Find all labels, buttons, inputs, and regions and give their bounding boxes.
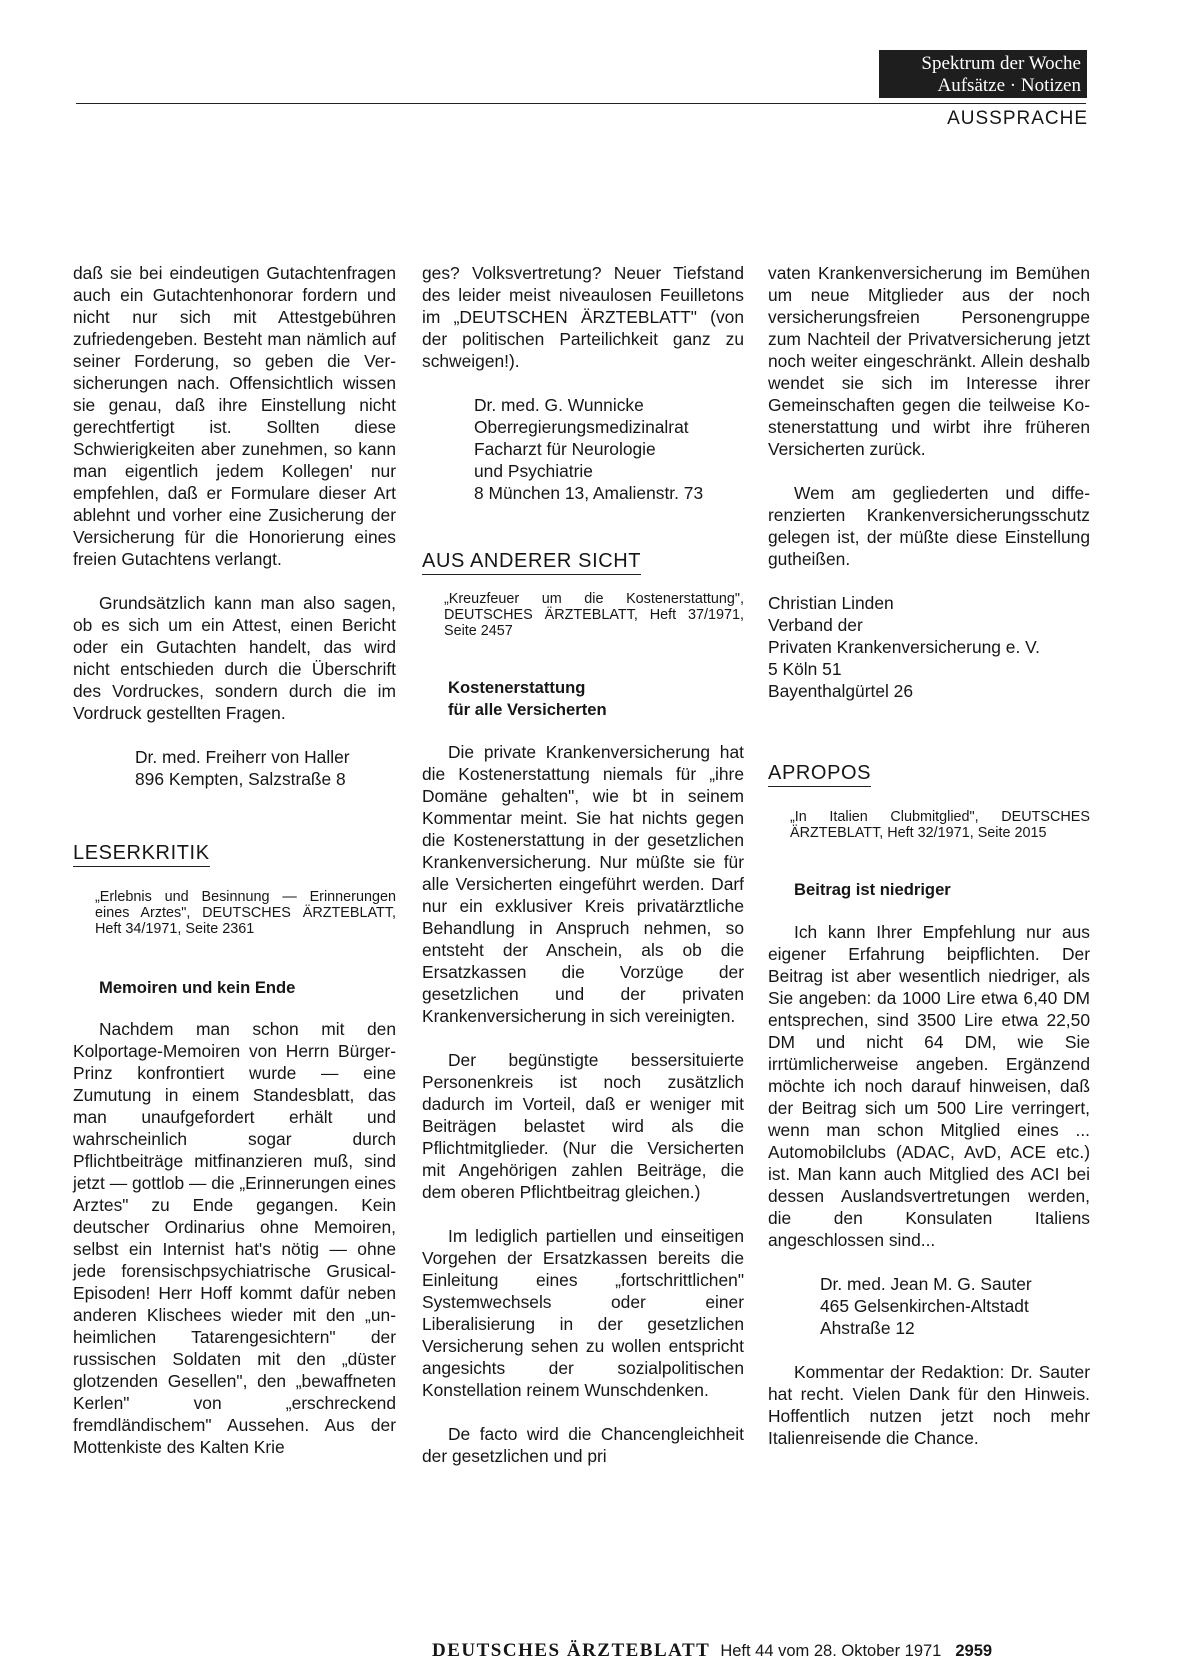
- signature-line: 896 Kempten, Salzstraße 8: [135, 769, 346, 789]
- signature-line: Verband der: [768, 615, 863, 635]
- section-tag: AUSSPRACHE: [947, 108, 1088, 129]
- paragraph: ges? Volksvertretung? Neuer Tiefstand des leider meist niveaulosen Feuilletons im „DEUTSCHEN ÄRZTEBLATT" (von der politischen Parteilichkeit ganz zu schweigen!).: [422, 263, 744, 371]
- paragraph: Der begünstigte bessersituierte Personenkreis ist noch zusätzlich dadurch im Vorteil, daß er weniger mit Beiträgen belastet wird als die Pflichtmitglieder. (Nur die Versicherten mit Angehörigen zahlen Beiträge, die dem oberen Pflichtbeitrag gleichen.): [422, 1050, 744, 1202]
- letter-headline: Kostenerstattung: [448, 678, 586, 697]
- signature-line: Dr. med. Jean M. G. Sauter: [820, 1274, 1032, 1294]
- paragraph: daß sie bei eindeutigen Gutachtenfragen auch ein Gutachtenhonorar fordern und nicht nur sich mit Attestgebühren zufriedengeben. Besteht man nämlich auf seiner Forderung, so geben die Versicherungen nach. Offensichtlich wissen sie genau, daß ihre Einstellung nicht gerechtfertigt ist. Sollten diese Schwierigkeiten aber zunehmen, so kann man eigentlich jedem Kollegen' nur empfehlen, daß er Formulare dieser Art ablehnt und vorher eine Zusicherung der Versicherung für die Honorierung eines freien Gutachtens verlangt.: [73, 263, 396, 569]
- signature-line: 5 Köln 51: [768, 659, 842, 679]
- signature-block: [73, 746, 396, 790]
- signature-line: Privaten Krankenversicherung e. V.: [768, 637, 1040, 657]
- paragraph: Im lediglich partiellen und einseitigen Vorgehen der Ersatzkassen bereits die Einleitung eines „fortschrittlichen" Systemwechsels oder einer Liberalisierung in der gesetzlichen Versicherung sehen zu wollen entspricht angesichts der sozialpolitischen Konstellation reinem Wunschdenken.: [422, 1226, 744, 1400]
- issue-info: Heft 44 vom 28. Oktober 1971: [720, 1642, 942, 1660]
- signature-line: und Psychiatrie: [474, 461, 593, 481]
- column-1: [73, 262, 396, 1458]
- paragraph: Grundsätzlich kann man also sagen, ob es sich um ein Attest, einen Bericht oder ein Gutachten handelt, das wird nicht entschieden durch die Überschrift des Vordruckes, sondern durch die im Vordruck gestellten Fragen.: [73, 593, 396, 723]
- signature-block: [422, 394, 744, 504]
- letter-headline: Memoiren und kein Ende: [99, 978, 296, 997]
- paragraph: Wem am gegliederten und differenzierten Krankenversicherungsschutz gelegen ist, der müßte diese Einstellung gutheißen.: [768, 483, 1090, 569]
- paragraph: Nachdem man schon mit den Kolportage-Memoiren von Herrn Bürger-Prinz konfrontiert wurde — eine Zumutung in einem Standesblatt, das man unaufgefordert erhält und wahrscheinlich sogar durch Pflichtbeiträge mitfinanzieren muß, sind jetzt — gottlob — die „Erinnerungen eines Arztes" zu Ende gegangen. Kein deutscher Ordinarius ohne Memoiren, selbst ein Internist hat's nötig — ohne jede forensischpsychiatrische Grusical-Episoden! Herr Hoff kommt dafür neben anderen Klischees wieder mit den „unheimlichen Tatarengesichtern" der russischen Soldaten mit den „düster glotzenden Gesellen", den „bewaffneten Kerlen" von „erschreckend fremdländischem" Aussehen. Aus der Mottenkiste des Kalten Krie: [73, 1019, 396, 1457]
- signature-line: 465 Gelsenkirchen-Altstadt: [820, 1296, 1029, 1316]
- magazine-name: DEUTSCHES ÄRZTEBLATT: [432, 1640, 711, 1661]
- signature-line: Dr. med. Freiherr von Haller: [135, 747, 350, 767]
- signature-line: Facharzt für Neurologie: [474, 439, 656, 459]
- signature-line: Ahstraße 12: [820, 1318, 915, 1338]
- signature-line: Christian Linden: [768, 593, 894, 613]
- paragraph: Ich kann Ihrer Empfehlung nur aus eigener Erfahrung beipflichten. Der Beitrag ist aber wesentlich niedriger, als Sie angeben: da 1000 Lire etwa 6,40 DM entsprechen, sind 3500 Lire etwa 22,50 DM und nicht 64 DM, wie Sie irrtümlicherweise angeben. Ergänzend möchte ich noch darauf hinweisen, daß der Beitrag sich um 500 Lire verringert, wenn man schon Mitglied eines ... Automobilclubs (ADAC, AvD, ACE etc.) ist. Man kann auch Mitglied des ACI bei dessen Auslandsvertretungen werden, die den Konsulaten Italiens angeschlossen sind...: [768, 922, 1090, 1250]
- signature-block: [768, 592, 1090, 702]
- column-3: [768, 262, 1090, 1449]
- page-footer: [432, 1640, 992, 1662]
- article-reference: „In Italien Clubmitglied", DEUTSCHES ÄRZTEBLATT, Heft 32/1971, Seite 2015: [790, 809, 1090, 841]
- letter-headline: für alle Versicherten: [448, 700, 607, 719]
- paragraph: Kommentar der Redaktion: Dr. Sauter hat recht. Vielen Dank für den Hinweis. Hoffentlich nutzen jetzt noch mehr Italienreisende die Chance.: [768, 1362, 1090, 1448]
- paragraph: Die private Krankenversicherung hat die Kostenerstattung niemals für „ihre Domäne gehalten", wie bt in seinem Kommentar meint. Sie hat nichts gegen die Kostenerstattung in der gesetzlichen Krankenversicherung. Nur müßte sie für alle Versicherten eingeführt werden. Darf nur ein exklusiver Kreis privatärztliche Behandlung in Anspruch nehmen, so entsteht der Anschein, als ob die Ersatzkassen die Vorzüge der gesetzlichen und der privaten Krankenversicherung in sich vereinigten.: [422, 742, 744, 1026]
- header-box-line2: Aufsätze · Notizen: [937, 75, 1081, 96]
- rubric-heading: AUS ANDERER SICHT: [422, 550, 641, 575]
- signature-line: Oberregierungsmedizinalrat: [474, 417, 689, 437]
- header-box-line1: Spektrum der Woche: [921, 53, 1081, 74]
- signature-block: [768, 1273, 1090, 1339]
- header-rule: [76, 103, 1086, 104]
- signature-line: Bayenthalgürtel 26: [768, 681, 914, 701]
- article-reference: „Kreuzfeuer um die Kostenerstattung", DEUTSCHES ÄRZTEBLATT, Heft 37/1971, Seite 2457: [444, 591, 744, 639]
- article-reference: „Erlebnis und Besinnung — Erinnerungen eines Arztes", DEUTSCHES ÄRZTEBLATT, Heft 34/1971, Seite 2361: [95, 889, 396, 937]
- rubric-heading: LESERKRITIK: [73, 842, 210, 867]
- rubric-heading: APROPOS: [768, 762, 871, 787]
- page-number: 2959: [955, 1642, 993, 1660]
- paragraph: De facto wird die Chancengleichheit der gesetzlichen und pri: [422, 1424, 744, 1466]
- signature-line: Dr. med. G. Wunnicke: [474, 395, 644, 415]
- signature-line: 8 München 13, Amalienstr. 73: [474, 483, 704, 503]
- paragraph: vaten Krankenversicherung im Bemühen um neue Mitglieder aus der noch versicherungsfreien Personengruppe zum Nachteil der Privatversicherung jetzt noch weiter eingeschränkt. Allein deshalb wendet sie sich im Interesse ihrer Gemeinschaften gegen die teilweise Kostenerstattung und wirbt ihre früheren Versicherten zurück.: [768, 263, 1090, 459]
- letter-headline: Beitrag ist niedriger: [794, 880, 951, 899]
- column-2: [422, 262, 744, 1467]
- header-section-box: [879, 50, 1087, 98]
